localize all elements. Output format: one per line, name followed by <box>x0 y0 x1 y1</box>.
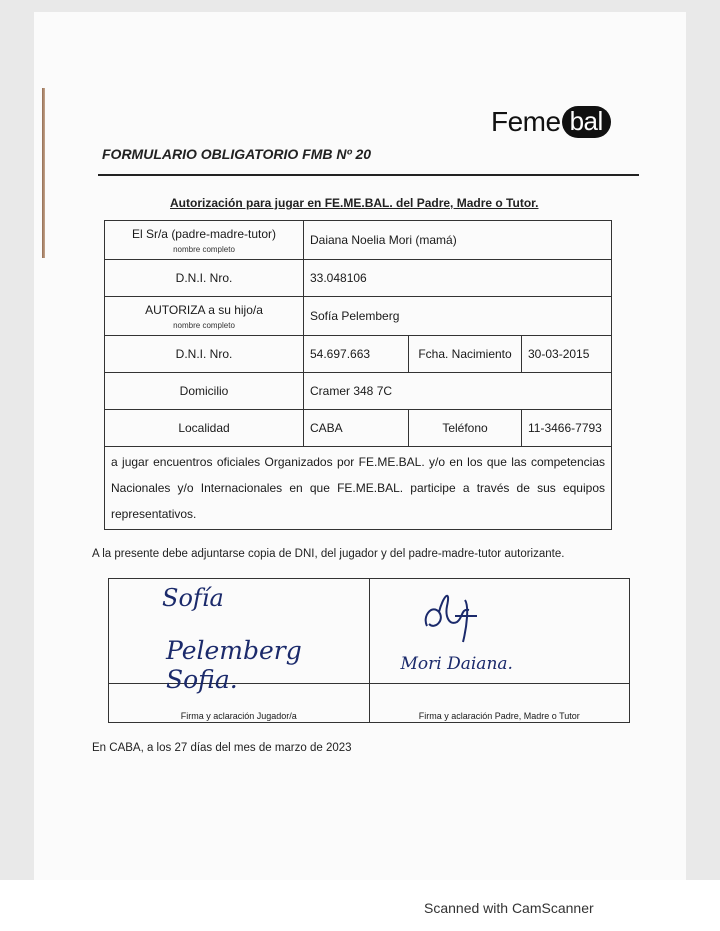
clause-row <box>105 447 612 530</box>
tutor-signature-cell <box>369 579 630 684</box>
authorization-table <box>104 220 612 530</box>
phone-value: 11-3466-7793 <box>522 410 612 447</box>
form-title: FORMULARIO OBLIGATORIO FMB Nº 20 <box>102 146 372 162</box>
femebal-logo <box>491 102 611 142</box>
child-sublabel: nombre completo <box>173 320 235 330</box>
child-row <box>105 297 612 336</box>
date-place-line: En CABA, a los 27 días del mes de marzo de 2023 <box>92 742 352 754</box>
tutor-signature-caption: Firma y aclaración Padre, Madre o Tutor <box>369 684 630 723</box>
child-dni-label: D.N.I. Nro. <box>105 336 304 373</box>
address-label: Domicilio <box>105 373 304 410</box>
child-dni-value: 54.697.663 <box>304 336 409 373</box>
tutor-label: El Sr/a (padre-madre-tutor) <box>131 226 277 241</box>
logo-suffix: bal <box>562 106 611 138</box>
child-name-value: Sofía Pelemberg <box>304 297 612 336</box>
signature-row <box>109 579 630 684</box>
child-label: AUTORIZA a su hijo/a <box>145 302 263 317</box>
form-subtitle: Autorización para jugar en FE.ME.BAL. del Padre, Madre o Tutor. <box>170 196 539 210</box>
player-signature-cell <box>109 579 370 694</box>
tutor-handwritten-name: Mori Daiana. <box>400 654 513 674</box>
locality-row <box>105 410 612 447</box>
tutor-dni-row <box>105 260 612 297</box>
signature-table <box>108 578 630 723</box>
attachment-note: A la presente debe adjuntarse copia de DNI, del jugador y del padre-madre-tutor autorizante. <box>92 548 565 560</box>
tutor-row <box>105 221 612 260</box>
authorization-clause: a jugar encuentros oficiales Organizados por FE.ME.BAL. y/o en los que las competencias Nacionales y/o Internacionales en que FE.ME.BAL. participe a través de sus equipos representativos. <box>105 447 612 530</box>
phone-label: Teléfono <box>409 410 522 447</box>
player-signature: Sofía <box>162 584 224 612</box>
address-value: Cramer 348 7C <box>304 373 612 410</box>
player-signature-caption: Firma y aclaración Jugador/a <box>109 684 370 723</box>
page-edge-shadow <box>42 88 45 258</box>
locality-label: Localidad <box>105 410 304 447</box>
scanner-credit: Scanned with CamScanner <box>424 900 594 916</box>
scanner-footer <box>0 880 720 931</box>
locality-value: CABA <box>304 410 409 447</box>
child-label-cell <box>105 297 304 336</box>
tutor-dni-value: 33.048106 <box>304 260 612 297</box>
tutor-signature-mark <box>417 586 487 646</box>
logo-prefix: Feme <box>491 106 561 137</box>
tutor-label-cell <box>105 221 304 260</box>
title-divider <box>98 174 639 176</box>
birth-date-value: 30-03-2015 <box>522 336 612 373</box>
tutor-name-value: Daiana Noelia Mori (mamá) <box>304 221 612 260</box>
address-row <box>105 373 612 410</box>
player-handwritten-name: Pelemberg Sofia. <box>166 636 302 694</box>
birth-date-label: Fcha. Nacimiento <box>409 336 522 373</box>
tutor-dni-label: D.N.I. Nro. <box>105 260 304 297</box>
child-dni-row <box>105 336 612 373</box>
tutor-sublabel: nombre completo <box>173 244 235 254</box>
